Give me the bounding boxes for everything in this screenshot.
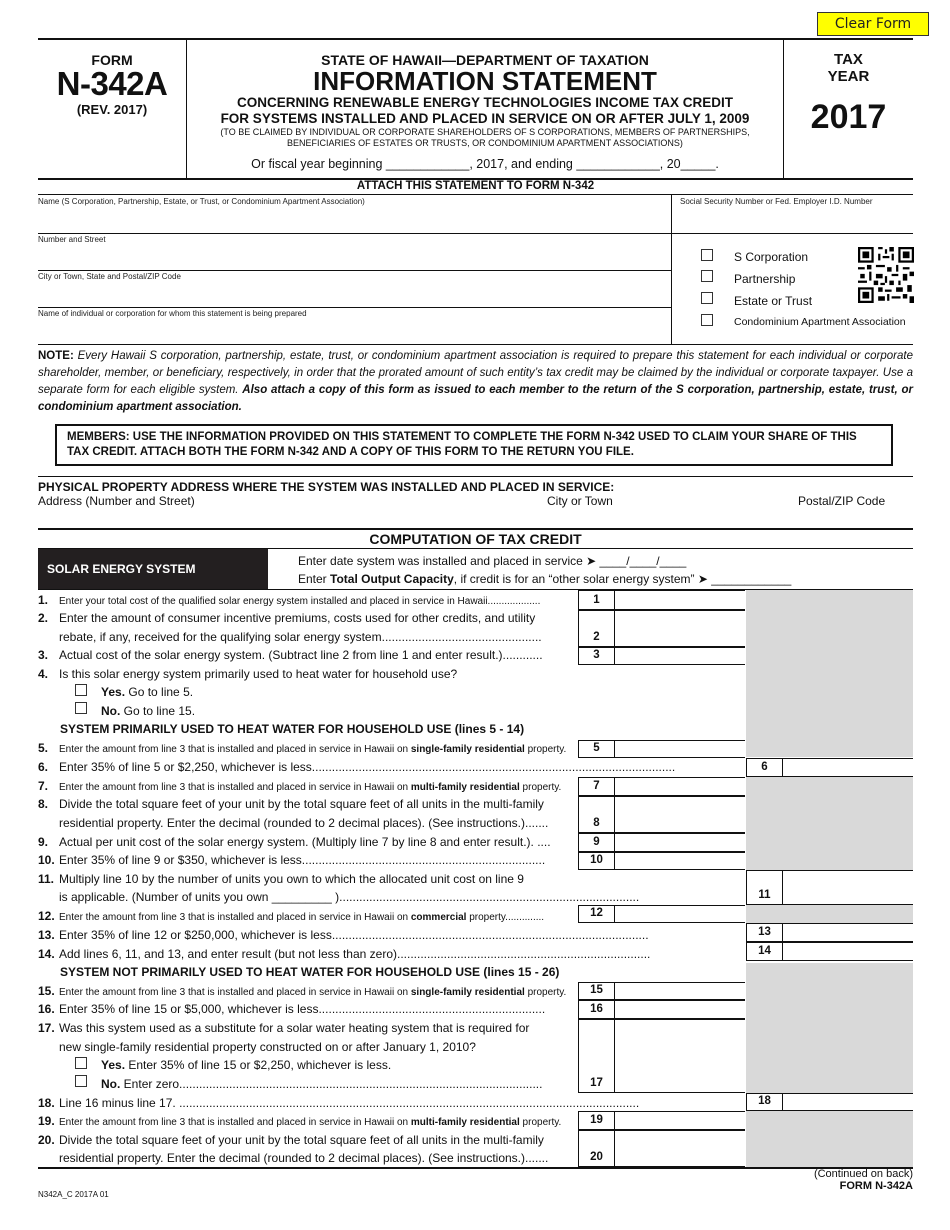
computation-title: COMPUTATION OF TAX CREDIT	[369, 531, 582, 547]
physical-zip-field[interactable]: Postal/ZIP Code	[798, 494, 886, 508]
line-17-yes-checkbox[interactable]	[75, 1057, 87, 1069]
line-box-number: 16	[579, 1000, 615, 1018]
line-14-box	[746, 942, 913, 961]
line-13-box	[746, 923, 913, 942]
line-1-box	[578, 590, 745, 610]
physical-address-field[interactable]: Address (Number and Street)	[38, 494, 195, 508]
claim-note-1: (TO BE CLAIMED BY INDIVIDUAL OR CORPORATE SHAREHOLDERS OF S CORPORATIONS, MEMBERS OF PARTNERSHIPS,	[220, 127, 750, 137]
line-1-input[interactable]	[616, 591, 747, 609]
line-3-box	[578, 647, 745, 665]
line-20-cont: residential property. Enter the decimal (rounded to 2 decimal places). (See instructions.).......	[59, 1151, 549, 1165]
line-20-box	[578, 1130, 745, 1167]
line-7-box	[578, 777, 745, 796]
divider	[671, 195, 672, 345]
street-field[interactable]: Number and Street	[38, 235, 106, 244]
line-6: 6. Enter 35% of line 5 or $2,250, whichever is less.............................................................................................................	[38, 760, 676, 774]
line-19-box	[578, 1111, 745, 1130]
line-box-number: 12	[579, 905, 615, 922]
tax-year-label-2: YEAR	[827, 68, 870, 85]
shaded-area	[746, 1111, 913, 1167]
form-title: INFORMATION STATEMENT	[313, 66, 657, 96]
capacity-pre: Enter	[298, 572, 331, 586]
line-20-input[interactable]	[616, 1131, 747, 1166]
note-label: NOTE:	[38, 350, 74, 362]
agency: STATE OF HAWAII—DEPARTMENT OF TAXATION	[321, 52, 649, 68]
form-revision: (REV. 2017)	[76, 102, 148, 117]
line-15-box	[578, 982, 745, 1000]
line-20: 20. Divide the total square feet of your unit by the total square feet of all units in the multi-family	[38, 1133, 544, 1147]
line-16: 16. Enter 35% of line 15 or $5,000, whichever is less....................................................................	[38, 1002, 546, 1016]
line-8-cont: residential property. Enter the decimal (rounded to 2 decimal places). (See instructions.).......	[59, 816, 549, 830]
tax-year: 2017	[810, 98, 887, 136]
line-13-input[interactable]	[784, 924, 915, 941]
divider	[38, 1167, 913, 1169]
prepared-for-field[interactable]: Name of individual or corporation for whom this statement is being prepared	[38, 309, 307, 318]
line-6-input[interactable]	[784, 759, 915, 776]
line-9: 9. Actual per unit cost of the solar energy system. (Multiply line 7 by line 8 and enter result.). ....	[38, 835, 551, 849]
form-label: FORM	[91, 52, 133, 68]
line-16-input[interactable]	[616, 1001, 747, 1018]
line-box-number: 5	[579, 740, 615, 757]
line-14-input[interactable]	[784, 943, 915, 960]
line-6-box	[746, 758, 913, 777]
line-4: 4. Is this solar energy system primarily used to heat water for household use?	[38, 667, 458, 681]
section-heading-not-water-heating: SYSTEM NOT PRIMARILY USED TO HEAT WATER FOR HOUSEHOLD USE (lines 15 - 26)	[60, 965, 560, 979]
line-2-box	[578, 610, 745, 647]
physical-city-field[interactable]: City or Town	[547, 494, 613, 508]
line-3: 3. Actual cost of the solar energy system. (Subtract line 2 from line 1 and enter result.)............	[38, 648, 543, 662]
line-box-number: 17	[579, 1019, 615, 1092]
form-subtitle-2: FOR SYSTEMS INSTALLED AND PLACED IN SERVICE ON OR AFTER JULY 1, 2009	[220, 111, 750, 126]
output-capacity-field[interactable]	[298, 572, 791, 586]
line-8-box	[578, 796, 745, 833]
divider	[38, 528, 913, 530]
claim-note-2: BENEFICIARIES OF ESTATES OR TRUSTS, OR CONDOMINIUM APARTMENT ASSOCIATIONS)	[287, 138, 683, 148]
line-15: 15. Enter the amount from line 3 that is installed and placed in service in Hawaii on single-family residential property.	[38, 984, 567, 998]
clear-form-button[interactable]: Clear Form	[817, 12, 929, 36]
fiscal-year-line[interactable]: Or fiscal year beginning ____________, 2017, and ending ____________, 20_____.	[251, 157, 719, 171]
line-box-number: 13	[747, 923, 783, 941]
line-18: 18. Line 16 minus line 17. ..........................................................................................................................................	[38, 1096, 640, 1110]
line-box-number: 20	[579, 1130, 615, 1166]
line-box-number: 15	[579, 982, 615, 999]
s-corporation-label: S Corporation	[734, 250, 809, 264]
line-box-number: 9	[579, 833, 615, 851]
divider	[38, 233, 913, 234]
estate-trust-checkbox[interactable]	[701, 292, 713, 304]
estate-trust-label: Estate or Trust	[734, 294, 813, 308]
line-13: 13. Enter 35% of line 12 or $250,000, whichever is less...............................................................................................	[38, 928, 649, 942]
line-10: 10. Enter 35% of line 9 or $350, whichever is less.........................................................................	[38, 853, 546, 867]
shaded-area	[746, 905, 913, 923]
line-7-input[interactable]	[616, 778, 747, 795]
line-5-input[interactable]	[616, 741, 747, 757]
line-box-number: 7	[579, 777, 615, 795]
line-2: 2. Enter the amount of consumer incentive premiums, costs used for other credits, and utility	[38, 611, 536, 625]
install-date-field[interactable]: Enter date system was installed and placed in service ➤ ____/____/____	[298, 554, 687, 568]
line-17-no-checkbox[interactable]	[75, 1075, 87, 1087]
line-8-input[interactable]	[616, 797, 747, 832]
line-2-cont: rebate, if any, received for the qualifying solar energy system................................................	[59, 630, 542, 644]
line-16-box	[578, 1000, 745, 1019]
note-bold-text: Also attach a copy of this form as issued to each member to the return of the S corporation, partnership, estate, trust, or condominium apartment association.	[38, 384, 913, 413]
line-4-yes-checkbox[interactable]	[75, 684, 87, 696]
line-19-input[interactable]	[616, 1112, 747, 1129]
tax-year-label-1: TAX	[834, 51, 863, 68]
line-4-no-checkbox[interactable]	[75, 702, 87, 714]
line-box-number: 8	[579, 796, 615, 832]
tax-year-block	[783, 38, 913, 178]
divider	[38, 307, 671, 308]
line-17-input[interactable]	[616, 1020, 747, 1092]
line-1: 1. Enter your total cost of the qualified solar energy system installed and placed in service in Hawaii...................	[38, 593, 541, 607]
condominium-checkbox[interactable]	[701, 314, 713, 326]
name-field[interactable]: Name (S Corporation, Partnership, Estate, or Trust, or Condominium Apartment Association)	[38, 197, 365, 206]
line-12-box	[578, 905, 745, 923]
line-17: 17. Was this system used as a substitute for a solar water heating system that is required for	[38, 1021, 530, 1035]
line-4-no: No. Go to line 15.	[101, 704, 196, 718]
line-box-number: 3	[579, 647, 615, 664]
divider	[38, 270, 671, 271]
line-box-number: 14	[747, 942, 783, 960]
form-id-block	[38, 38, 187, 178]
line-11: 11. Multiply line 10 by the number of units you own to which the allocated unit cost on line 9	[38, 872, 524, 886]
members-instruction-box: MEMBERS: USE THE INFORMATION PROVIDED ON THIS STATEMENT TO COMPLETE THE FORM N-342 USED TO CLAIM YOUR SHARE OF THIS TAX CREDIT. ATTACH BOTH THE FORM N-342 AND A COPY OF THIS FORM TO THE RETURN YOU FILE.	[55, 424, 893, 466]
divider	[38, 344, 913, 345]
form-subtitle-1: CONCERNING RENEWABLE ENERGY TECHNOLOGIES INCOME TAX CREDIT	[236, 95, 734, 110]
line-box-number: 19	[579, 1111, 615, 1129]
ssn-field[interactable]: Social Security Number or Fed. Employer I.D. Number	[680, 197, 873, 206]
note-paragraph	[38, 348, 913, 416]
condominium-label: Condominium Apartment Association	[734, 316, 906, 328]
s-corporation-checkbox[interactable]	[701, 249, 713, 261]
line-10-box	[578, 852, 745, 870]
form-code: N342A_C 2017A 01	[38, 1190, 109, 1199]
shaded-area	[746, 590, 913, 757]
physical-address-title: PHYSICAL PROPERTY ADDRESS WHERE THE SYSTEM WAS INSTALLED AND PLACED IN SERVICE:	[38, 480, 615, 494]
attach-instruction: ATTACH THIS STATEMENT TO FORM N-342	[356, 180, 595, 192]
line-11-input[interactable]	[784, 871, 915, 904]
line-7: 7. Enter the amount from line 3 that is installed and placed in service in Hawaii on multi-family residential property.	[38, 779, 562, 793]
line-9-box	[578, 833, 745, 852]
line-2-input[interactable]	[616, 611, 747, 646]
line-box-number: 1	[579, 590, 615, 609]
form-title-block	[187, 38, 783, 178]
section-heading-water-heating: SYSTEM PRIMARILY USED TO HEAT WATER FOR HOUSEHOLD USE (lines 5 - 14)	[60, 722, 525, 736]
line-box-number: 11	[747, 870, 783, 904]
line-14: 14. Add lines 6, 11, and 13, and enter result (but not less than zero)............................................................................	[38, 947, 651, 961]
line-box-number: 10	[579, 852, 615, 869]
line-11-box	[746, 870, 913, 905]
capacity-post: , if credit is for an “other solar energy system” ➤ ____________	[453, 572, 792, 586]
line-17-no: No. Enter zero.............................................................................................................	[101, 1077, 543, 1091]
line-box-number: 2	[579, 610, 615, 646]
continued-note: (Continued on back)	[813, 1168, 913, 1180]
divider	[38, 476, 913, 477]
line-box-number: 6	[747, 758, 783, 776]
shaded-area	[746, 777, 913, 875]
form-footer-name: FORM N-342A	[839, 1180, 913, 1192]
line-11-cont: is applicable. (Number of units you own _________ )..........................................................................................	[59, 890, 640, 904]
line-17-box	[578, 1019, 745, 1093]
solar-energy-system-label: SOLAR ENERGY SYSTEM	[38, 549, 268, 589]
line-box-number: 18	[747, 1093, 783, 1110]
line-17-yes: Yes. Enter 35% of line 15 or $2,250, whichever is less.	[101, 1058, 392, 1072]
line-17-cont: new single-family residential property constructed on or after January 1, 2010?	[59, 1040, 476, 1054]
shaded-area	[746, 963, 913, 1093]
line-12: 12. Enter the amount from line 3 that is installed and placed in service in Hawaii on commercial property..............	[38, 909, 545, 923]
line-9-input[interactable]	[616, 834, 747, 851]
line-12-input[interactable]	[616, 906, 747, 922]
city-field[interactable]: City or Town, State and Postal/ZIP Code	[38, 272, 181, 281]
note-text: Every Hawaii S corporation, partnership, estate, trust, or condominium apartment association is required to prepare this statement for each individual or corporate shareholder, member, or beneficiary, respectively, in order that the prorated amount of such entity’s tax credit may be claimed by the individual or corporate taxpayer. Use a separate form for each eligible system.	[38, 350, 913, 396]
line-15-input[interactable]	[616, 983, 747, 999]
form-number: N-342A	[56, 65, 168, 102]
line-19: 19. Enter the amount from line 3 that is installed and placed in service in Hawaii on multi-family residential property.	[38, 1114, 562, 1128]
line-4-yes: Yes. Go to line 5.	[101, 685, 194, 699]
line-3-input[interactable]	[616, 648, 747, 664]
line-5-box	[578, 740, 745, 758]
partnership-checkbox[interactable]	[701, 270, 713, 282]
line-10-input[interactable]	[616, 853, 747, 869]
line-18-box	[746, 1093, 913, 1111]
partnership-label: Partnership	[734, 272, 796, 286]
qr-code-icon	[858, 247, 914, 303]
divider	[38, 194, 913, 195]
line-8: 8. Divide the total square feet of your unit by the total square feet of all units in the multi-family	[38, 797, 544, 811]
line-18-input[interactable]	[784, 1094, 915, 1110]
line-5: 5. Enter the amount from line 3 that is installed and placed in service in Hawaii on single-family residential property.	[38, 741, 567, 755]
capacity-bold: Total Output Capacity	[330, 572, 454, 586]
